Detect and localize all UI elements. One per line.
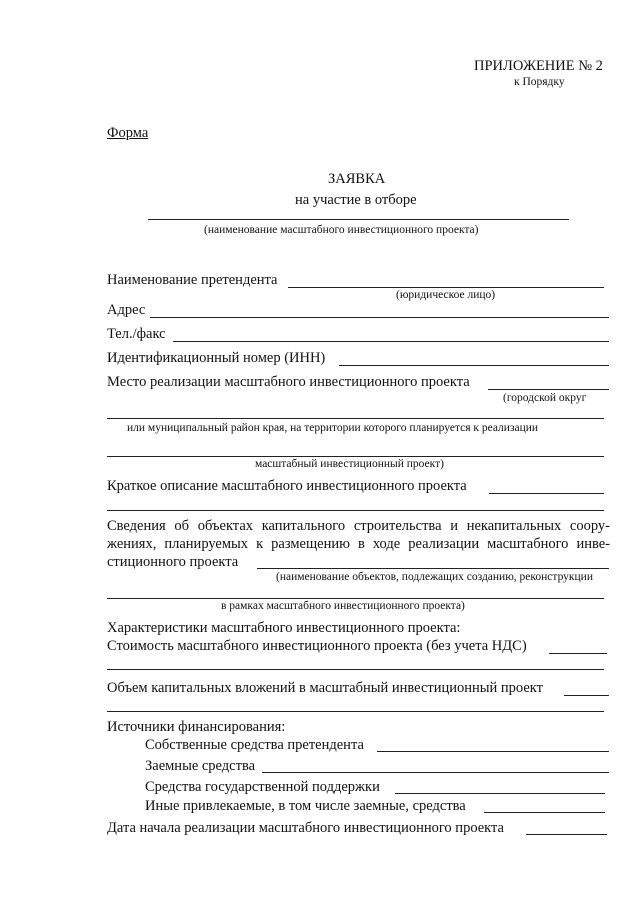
location-line-3[interactable] [107, 456, 604, 457]
location-line-2[interactable] [107, 418, 604, 419]
borrowed-funds-label: Заемные средства [145, 758, 256, 774]
state-support-label: Средства государственной поддержки [145, 779, 380, 795]
short-description-label: Краткое описание масштабного инвестиционного проекта [107, 478, 467, 494]
other-funds-line[interactable] [484, 812, 605, 813]
project-name-line[interactable] [148, 219, 569, 220]
location-label: Место реализации масштабного инвестиционного проекта [107, 374, 470, 390]
inn-line[interactable] [339, 365, 609, 366]
characteristics-label: Характеристики масштабного инвестиционного проекта: [107, 620, 461, 636]
other-funds-label: Иные привлекаемые, в том числе заемные, средства [145, 798, 466, 814]
own-funds-label: Собственные средства претендента [145, 737, 364, 753]
objects-line-1[interactable] [257, 568, 609, 569]
own-funds-line[interactable] [377, 751, 609, 752]
phone-fax-line[interactable] [173, 341, 609, 342]
capital-investments-line-1[interactable] [564, 695, 609, 696]
address-line[interactable] [150, 317, 609, 318]
inn-label: Идентификационный номер (ИНН) [107, 350, 326, 366]
appendix-to-order: к Порядку [514, 76, 565, 88]
capital-investments-label: Объем капитальных вложений в масштабный инвестиционный проект [107, 680, 543, 696]
location-hint-1: (городской округ [503, 392, 587, 404]
short-description-line-2[interactable] [107, 510, 604, 511]
address-label: Адрес [107, 302, 146, 318]
funding-sources-label: Источники финансирования: [107, 719, 286, 735]
project-name-hint: (наименование масштабного инвестиционного проекта) [204, 224, 479, 236]
short-description-line-1[interactable] [489, 493, 604, 494]
form-label: Форма [107, 125, 149, 141]
capital-investments-line-2[interactable] [107, 711, 604, 712]
applicant-name-line[interactable] [288, 287, 604, 288]
location-hint-2: или муниципальный район края, на территории которого планируется к реализации [127, 422, 539, 434]
applicant-name-label: Наименование претендента [107, 272, 278, 288]
cost-label: Стоимость масштабного инвестиционного проекта (без учета НДС) [107, 638, 527, 654]
location-hint-3: масштабный инвестиционный проект) [255, 458, 444, 470]
objects-hint-2: в рамках масштабного инвестиционного проекта) [221, 600, 465, 612]
objects-text-line-3: стиционного проекта [107, 554, 239, 570]
form-subtitle: на участие в отборе [295, 192, 417, 208]
location-line-1[interactable] [488, 389, 609, 390]
cost-line-1[interactable] [549, 653, 607, 654]
start-date-line[interactable] [526, 834, 607, 835]
cost-line-2[interactable] [107, 669, 604, 670]
objects-hint-1: (наименование объектов, подлежащих созданию, реконструкции [276, 571, 593, 583]
borrowed-funds-line[interactable] [262, 772, 609, 773]
form-title: ЗАЯВКА [328, 171, 386, 187]
start-date-label: Дата начала реализации масштабного инвестиционного проекта [107, 820, 504, 836]
objects-text-line-2: жениях, планируемых к размещению в ходе реализации масштабного инве- [107, 536, 610, 552]
legal-entity-hint: (юридическое лицо) [396, 289, 496, 301]
phone-fax-label: Тел./факс [107, 326, 166, 342]
objects-text-line-1: Сведения об объектах капитального строительства и некапитальных соору- [107, 518, 610, 534]
appendix-number: ПРИЛОЖЕНИЕ № 2 [474, 58, 603, 74]
objects-line-2[interactable] [107, 598, 604, 599]
state-support-line[interactable] [395, 793, 605, 794]
